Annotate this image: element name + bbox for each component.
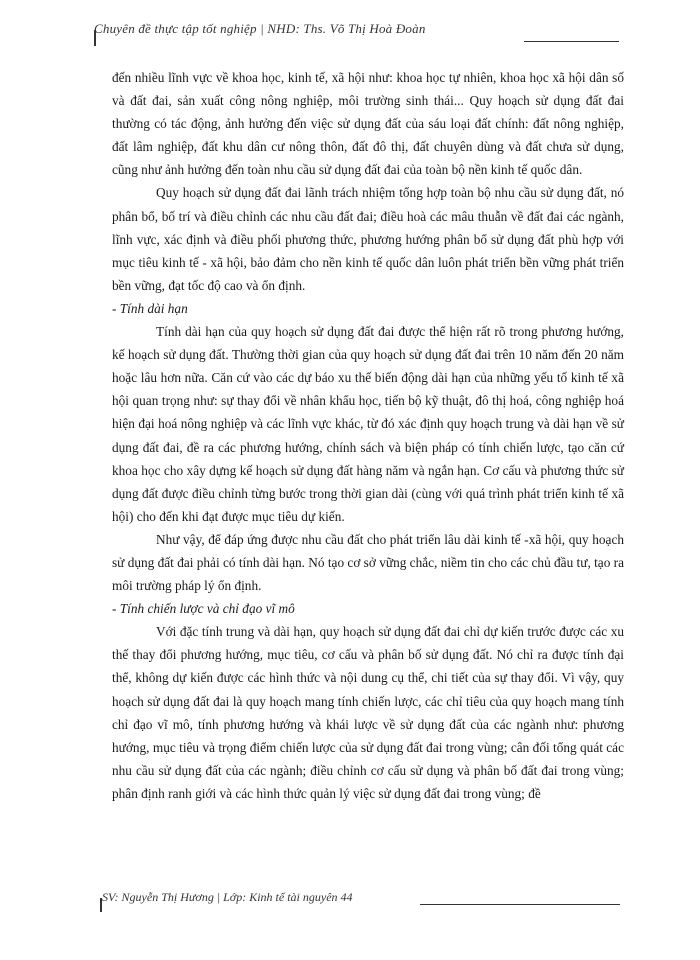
paragraph-2: Quy hoạch sử dụng đất đai lãnh trách nhiệm tổng hợp toàn bộ nhu cầu sử dụng đất, nó phân bổ, bố trí và điều chỉnh các nhu cầu đất đai; điều hoà các mâu thuẫn về đất đai các ngành, lĩnh vực, xác định và điều phối phương thức, phương hướng phân bổ sử dụng đất phù hợp với mục tiêu kinh tế - xã hội, bảo đảm cho nền kinh tế quốc dân luôn phát triển bền vững phát triển bền vững, đạt tốc độ cao và ổn định. — [112, 185, 624, 293]
header-text: Chuyên đề thực tập tốt nghiệp | NHD: Ths. Võ Thị Hoà Đoàn — [94, 21, 426, 36]
subheading-long-term: - Tính dài hạn — [112, 300, 188, 316]
page-header — [94, 21, 619, 52]
paragraph-5: Với đặc tính trung và dài hạn, quy hoạch sử dụng đất đai chỉ dự kiến trước được các xu thế thay đổi phương hướng, mục tiêu, cơ cấu và phân bố sử dụng đất. Nó chỉ ra được tính đại thể, không dự kiến được các hình thức và nội dung cụ thể, chi tiết của sự thay đổi. Vì vậy, quy hoạch sử dụng đất đai là quy hoạch mang tính chiến lược, các chỉ tiêu của quy hoạch mang tính chỉ đạo vĩ mô, tính phương hướng và khái lược về sử dụng đất của các ngành như: phương hướng, mục tiêu và trọng điểm chiến lược của sử dụng đất đai trong vùng; cân đối tổng quát các nhu cầu sử dụng đất của các ngành; điều chỉnh cơ cấu sử dụng và phân bố đất đai trong vùng; phân định ranh giới và các hình thức quản lý việc sử dụng đất đai trong vùng; đề — [112, 624, 624, 801]
header-rule — [524, 41, 619, 42]
subheading-strategic: - Tính chiến lược và chỉ đạo vĩ mô — [112, 601, 295, 617]
footer-text: SV: Nguyễn Thị Hương | Lớp: Kinh tế tài nguyên 44 — [102, 890, 353, 904]
paragraph-1: đến nhiều lĩnh vực về khoa học, kinh tế, xã hội như: khoa học tự nhiên, khoa học xã hội dân số và đất đai, sản xuất công nông nghiệp, môi trường sinh thái... Quy hoạch sử dụng đất đai thường có tác động, ảnh hưởng đến việc sử dụng đất của sáu loại đất chính: đất nông nghiệp, đất lâm nghiệp, đất khu dân cư nông thôn, đất đô thị, đất chuyên dùng và đất chưa sử dụng, cũng như ảnh hưởng đến toàn nhu cầu sử dụng đất đai của toàn bộ nền kinh tế quốc dân. — [112, 70, 624, 178]
paragraph-4: Như vậy, để đáp ứng được nhu cầu đất cho phát triển lâu dài kinh tế -xã hội, quy hoạch sử dụng đất đai phải có tính dài hạn. Nó tạo cơ sở vững chắc, niềm tin cho các chủ đầu tư, tạo ra môi trường pháp lý ổn định. — [112, 531, 625, 594]
document-body — [112, 66, 624, 805]
footer-rule — [420, 904, 620, 905]
page-footer — [100, 890, 620, 920]
paragraph-3: Tính dài hạn của quy hoạch sử dụng đất đai được thể hiện rất rõ trong phương hướng, kế hoạch sử dụng đất. Thường thời gian của quy hoạch sử dụng đất đai trên 10 năm đến 20 năm hoặc lâu hơn nữa. Căn cứ vào các dự báo xu thế biến động dài hạn của những yếu tố kinh tế xã hội quan trọng như: sự thay đổi về nhân khẩu học, tiến bộ kỹ thuật, đô thị hoá, công nghiệp hoá hiện đại hoá nông nghiệp và các lĩnh vực khác, từ đó xác định quy hoạch trung và dài hạn về sử dụng đất đai, đề ra các phương hướng, chính sách và biện pháp có tính chiến lược, tạo căn cứ khoa học cho xây dựng kế hoạch sử dụng đất hàng năm và ngắn hạn. Cơ cấu và phương thức sử dụng đất được điều chỉnh từng bước trong thời gian dài (cùng với quá trình phát triển kinh tế xã hội) cho đến khi đạt được mục tiêu dự kiến. — [112, 324, 624, 524]
